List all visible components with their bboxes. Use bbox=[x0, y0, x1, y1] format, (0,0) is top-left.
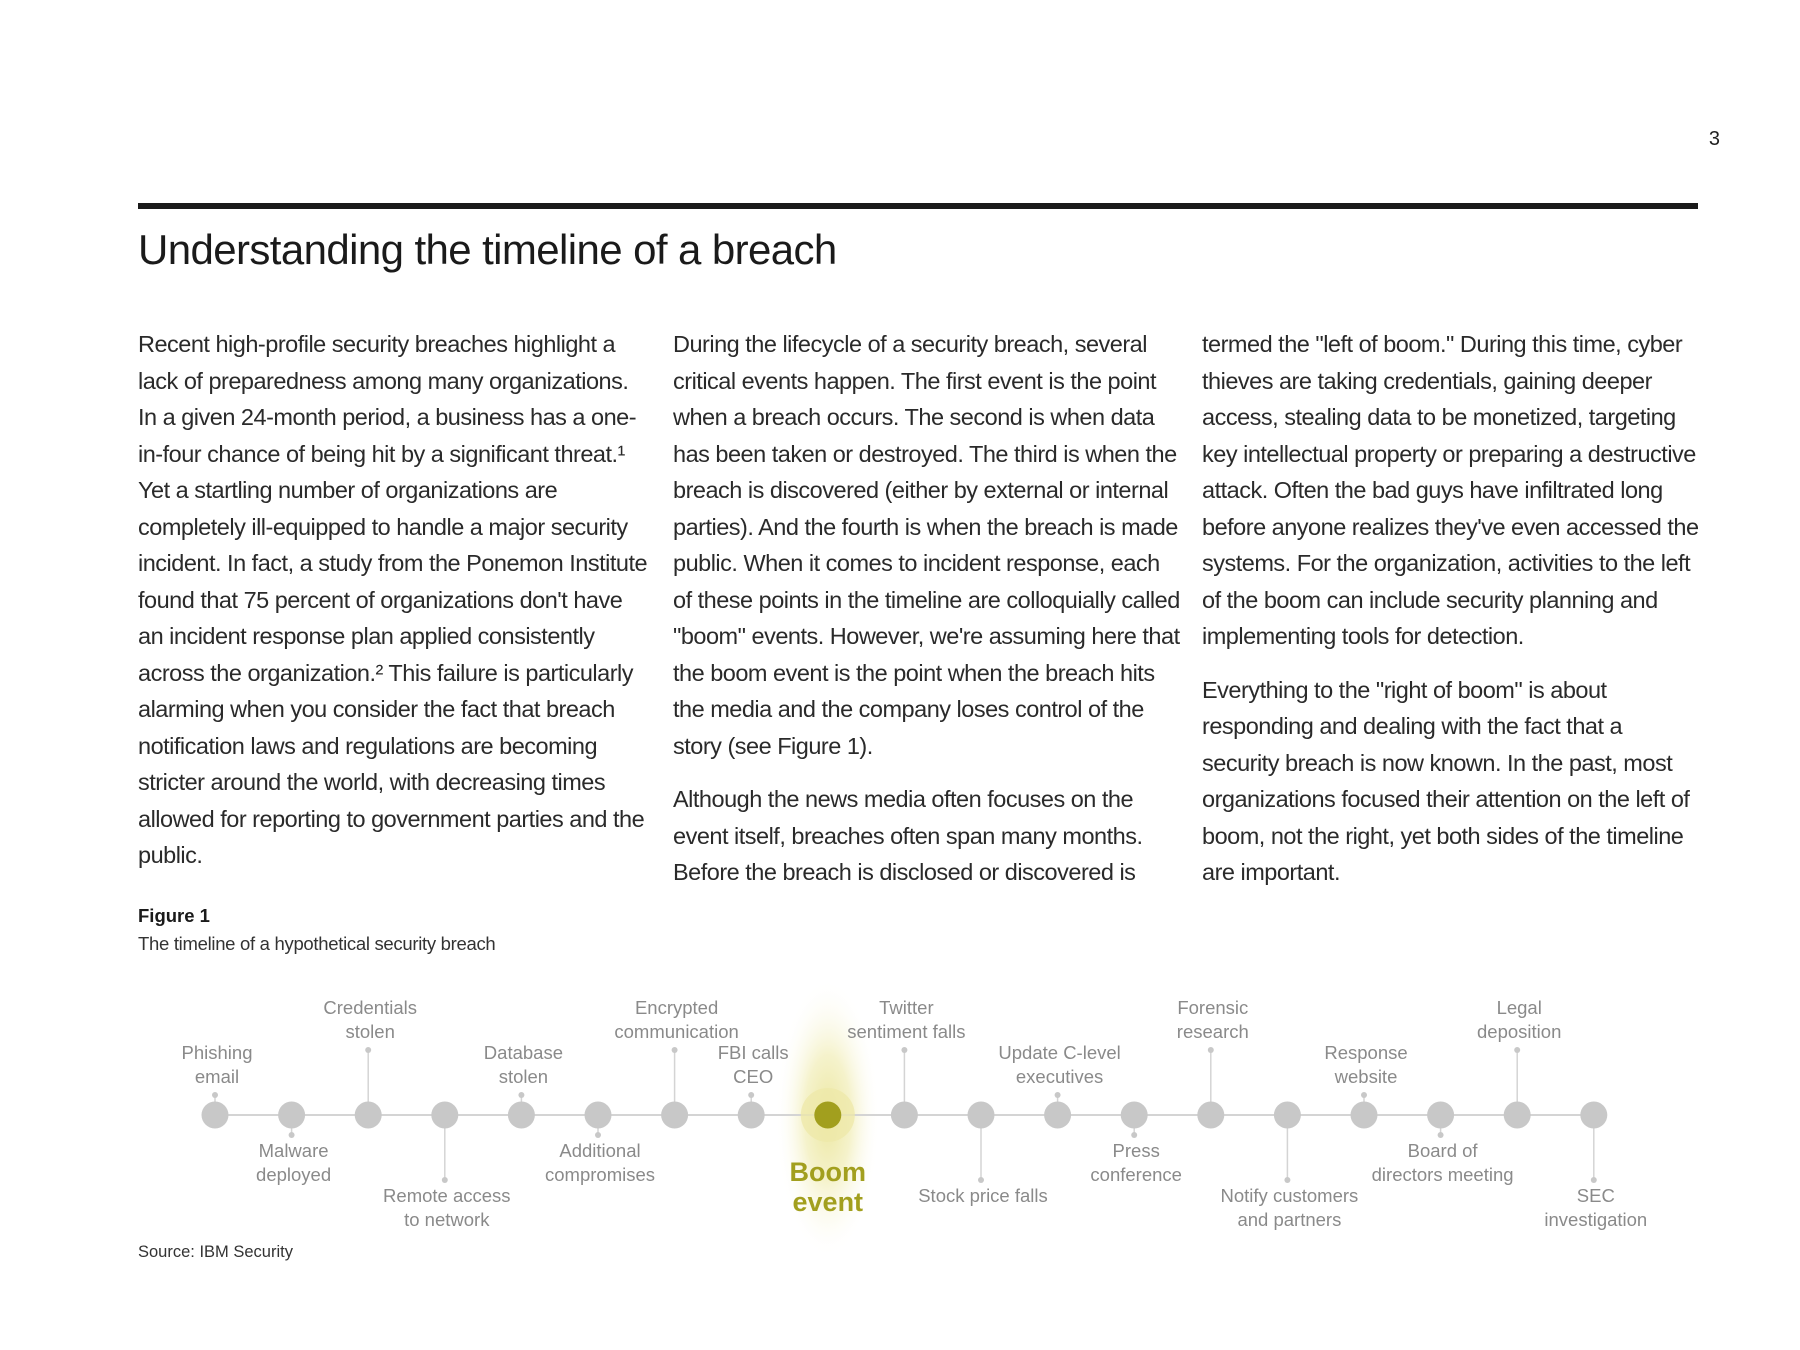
paragraph: During the lifecycle of a security breach, several critical events happen. The first event is the point when a breach occurs. The second is when data has been taken or destroyed. The third is when the breach is discovered (either by external or internal parties). And the fourth is when the breach is made public. When it comes to incident response, each of these points in the timeline are colloquially called "boom" events. However, we're assuming here that the boom event is the point when the breach hits the media and the company loses control of the story (see Figure 1). bbox=[673, 331, 1180, 759]
event-label: website bbox=[1334, 1066, 1398, 1087]
event-stem-dot bbox=[365, 1047, 371, 1053]
text-column-1 bbox=[138, 326, 648, 891]
event-label: stolen bbox=[498, 1066, 549, 1087]
event-node bbox=[891, 1102, 918, 1129]
event-label: email bbox=[194, 1066, 240, 1087]
event-label: Stock price falls bbox=[918, 1185, 1048, 1206]
event-label: executives bbox=[1015, 1066, 1104, 1087]
event-stem-dot bbox=[1208, 1047, 1214, 1053]
paragraph: Although the news media often focuses on the event itself, breaches often span many months. Before the breach is disclosed or discovered is bbox=[673, 786, 1143, 885]
event-label: Response bbox=[1324, 1042, 1408, 1063]
event-stem-dot bbox=[1284, 1177, 1290, 1183]
event-node bbox=[1121, 1102, 1148, 1129]
event-label: communication bbox=[614, 1021, 739, 1042]
event-label: Board of bbox=[1407, 1140, 1478, 1161]
event-stem-dot bbox=[1591, 1177, 1597, 1183]
event-label: research bbox=[1176, 1021, 1249, 1042]
boom-node bbox=[814, 1102, 841, 1129]
event-node bbox=[585, 1102, 612, 1129]
event-node bbox=[1197, 1102, 1224, 1129]
boom-label: event bbox=[792, 1187, 864, 1217]
event-label: sentiment falls bbox=[847, 1021, 966, 1042]
event-node bbox=[738, 1102, 765, 1129]
event-stem-dot bbox=[212, 1092, 218, 1098]
event-label: Press bbox=[1112, 1140, 1160, 1161]
event-label: directors meeting bbox=[1371, 1164, 1514, 1185]
event-stem-dot bbox=[595, 1132, 601, 1138]
event-label: Phishing bbox=[181, 1042, 253, 1063]
event-label: Additional bbox=[559, 1140, 641, 1161]
event-label: Update C-level bbox=[998, 1042, 1121, 1063]
event-label: CEO bbox=[733, 1066, 774, 1087]
text-column-2 bbox=[673, 326, 1183, 908]
event-stem-dot bbox=[1055, 1092, 1061, 1098]
event-stem-dot bbox=[901, 1047, 907, 1053]
event-label: Database bbox=[483, 1042, 564, 1063]
figure-source: Source: IBM Security bbox=[138, 1243, 293, 1261]
event-label: Malware bbox=[258, 1140, 329, 1161]
event-stem-dot bbox=[1514, 1047, 1520, 1053]
event-node bbox=[1427, 1102, 1454, 1129]
event-stem-dot bbox=[442, 1177, 448, 1183]
event-node bbox=[508, 1102, 535, 1129]
event-node bbox=[431, 1102, 458, 1129]
event-label: Credentials bbox=[323, 997, 417, 1018]
event-node bbox=[1580, 1102, 1607, 1129]
event-node bbox=[355, 1102, 382, 1129]
event-node bbox=[1504, 1102, 1531, 1129]
event-node bbox=[1351, 1102, 1378, 1129]
event-label: Legal bbox=[1496, 997, 1542, 1018]
event-label: Twitter bbox=[879, 997, 934, 1018]
event-stem-dot bbox=[1438, 1132, 1444, 1138]
event-node bbox=[1044, 1102, 1071, 1129]
event-stem-dot bbox=[289, 1132, 295, 1138]
event-node bbox=[1274, 1102, 1301, 1129]
event-node bbox=[202, 1102, 229, 1129]
event-node bbox=[661, 1102, 688, 1129]
event-label: investigation bbox=[1544, 1209, 1648, 1230]
breach-timeline-diagram bbox=[130, 960, 1690, 1260]
page-number: 3 bbox=[1708, 128, 1720, 150]
event-label: to network bbox=[404, 1209, 490, 1230]
event-label: and partners bbox=[1237, 1209, 1342, 1230]
event-label: SEC bbox=[1576, 1185, 1615, 1206]
event-label: Remote access bbox=[383, 1185, 511, 1206]
event-label: Encrypted bbox=[634, 997, 719, 1018]
event-label: Notify customers bbox=[1220, 1185, 1359, 1206]
event-label: compromises bbox=[545, 1164, 655, 1185]
paragraph: Everything to the "right of boom" is about responding and dealing with the fact that a security breach is now known. In the past, most organizations focused their attention on the left of boom, not the right, yet both sides of the timeline are important. bbox=[1202, 676, 1690, 885]
boom-label: Boom bbox=[789, 1157, 867, 1187]
event-stem-dot bbox=[748, 1092, 754, 1098]
event-label: conference bbox=[1090, 1164, 1182, 1185]
event-stem-dot bbox=[518, 1092, 524, 1098]
event-label: deployed bbox=[256, 1164, 332, 1185]
event-label: Forensic bbox=[1177, 997, 1249, 1018]
event-label: stolen bbox=[345, 1021, 395, 1042]
paragraph: Recent high-profile security breaches highlight a lack of preparedness among many organizations. In a given 24-month period, a business has a one-in-four chance of being hit by a significant threat.¹ Yet a startling number of organizations are completely ill-equipped to handle a major security incident. In fact, a study from the Ponemon Institute found that 75 percent of organizations don't have an incident response plan applied consistently across the organization.² This failure is particularly alarming when you consider the fact that breach notification laws and regulations are becoming stricter around the world, with decreasing times allowed for reporting to government parties and the public. bbox=[138, 331, 648, 868]
paragraph: termed the "left of boom." During this time, cyber thieves are taking credentials, gaining deeper access, stealing data to be monetized, targeting key intellectual property or preparing a destructive attack. Often the bad guys have infiltrated long before anyone realizes they've even accessed the systems. For the organization, activities to the left of the boom can include security planning and implementing tools for detection. bbox=[1202, 331, 1699, 649]
event-stem-dot bbox=[978, 1177, 984, 1183]
event-label: FBI calls bbox=[717, 1042, 789, 1063]
page-title: Understanding the timeline of a breach bbox=[138, 226, 837, 273]
text-column-3 bbox=[1202, 326, 1702, 908]
event-node bbox=[968, 1102, 995, 1129]
event-stem-dot bbox=[1131, 1132, 1137, 1138]
figure-label: Figure 1 bbox=[138, 905, 210, 926]
event-stem-dot bbox=[672, 1047, 678, 1053]
figure-caption: The timeline of a hypothetical security breach bbox=[138, 933, 496, 954]
timeline-svg bbox=[130, 960, 1690, 1260]
header-rule bbox=[138, 203, 1698, 209]
event-node bbox=[278, 1102, 305, 1129]
event-stem-dot bbox=[1361, 1092, 1367, 1098]
event-label: deposition bbox=[1477, 1021, 1562, 1042]
